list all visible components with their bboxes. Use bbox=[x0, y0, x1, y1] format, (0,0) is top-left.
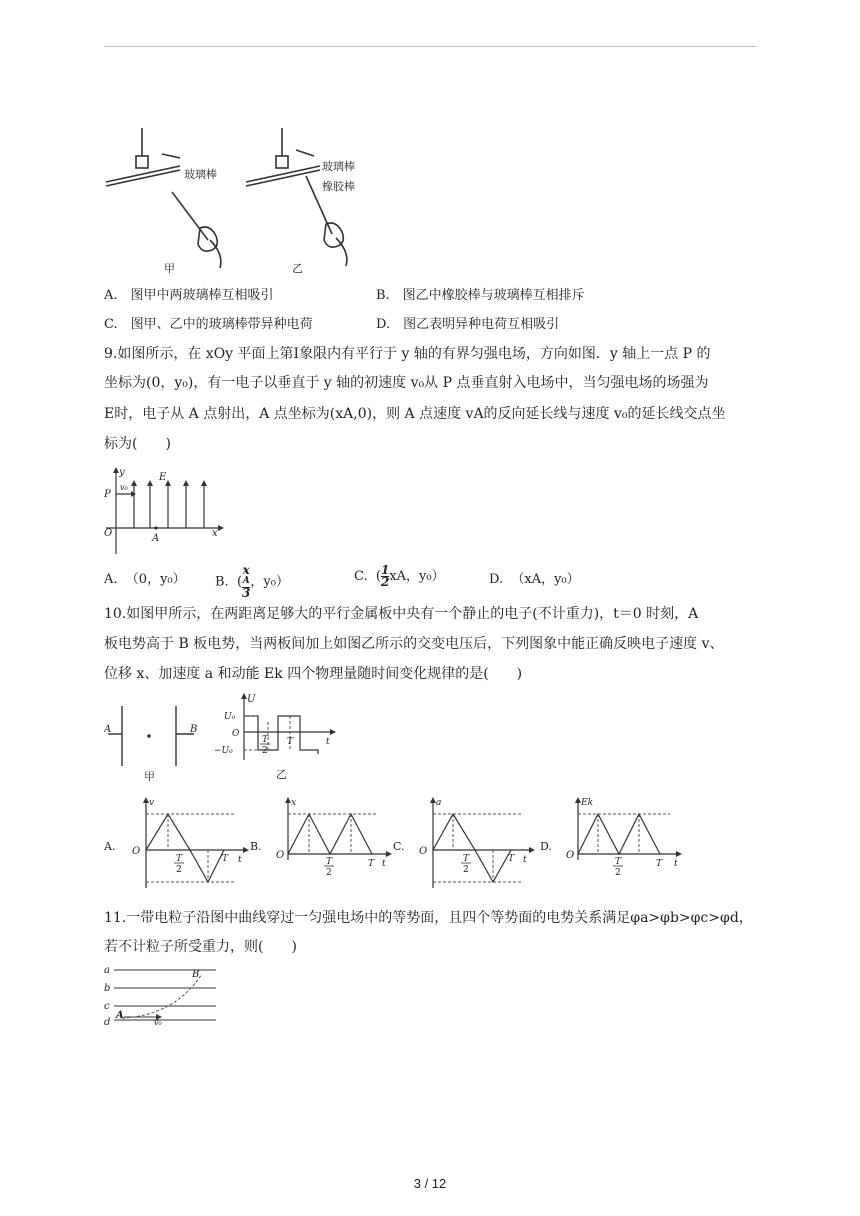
q9-option-c-rest: xA，y₀） bbox=[389, 569, 445, 584]
q11-label-B: B bbox=[192, 969, 200, 980]
q10-plate-A: A bbox=[104, 724, 112, 735]
q11-label-a: a bbox=[104, 965, 110, 976]
q10-graph-A-option: A. bbox=[104, 840, 116, 853]
q9-fig-P: P bbox=[104, 489, 111, 500]
q10-graph-D-O: O bbox=[566, 850, 575, 861]
q11-label-c: c bbox=[104, 1001, 110, 1012]
q10-volt-negU0: −U₀ bbox=[214, 746, 233, 756]
q10-volt-T: T bbox=[287, 737, 294, 747]
q10-volt-T2-den: 2 bbox=[262, 746, 268, 756]
q10-graph-C-T: T bbox=[508, 854, 515, 864]
q9-option-b-rest: ，y₀） bbox=[250, 574, 289, 590]
q10-graph-D-t: t bbox=[674, 859, 678, 869]
q9-line-2: 坐标为(0，y₀)，有一电子以垂直于 y 轴的初速度 v₀从 P 点垂直射入电场中，当匀强电场的场强为 bbox=[104, 375, 709, 391]
q10-graph-C-option: C. bbox=[393, 840, 405, 853]
q10-caption-a: 甲 bbox=[144, 770, 155, 782]
q8-option-b: B. 图乙中橡胶棒与玻璃棒互相排斥 bbox=[376, 288, 585, 303]
q10-graph-A-ylabel: v bbox=[149, 798, 155, 808]
q10-plates-figure bbox=[104, 702, 224, 782]
q9-option-a-value: （0，y₀） bbox=[125, 572, 186, 587]
q10-graph-A bbox=[100, 794, 250, 894]
q10-graph-C-T2-den: 2 bbox=[463, 865, 469, 875]
q10-graph-B bbox=[248, 794, 393, 894]
q9-option-a bbox=[104, 571, 186, 589]
q10-plate-B: B bbox=[190, 724, 198, 735]
q8-option-a: A. 图甲中两玻璃棒互相吸引 bbox=[104, 288, 274, 303]
q10-graph-A-T2-num: T bbox=[176, 854, 183, 864]
q10-graph-B-ylabel: x bbox=[291, 798, 297, 808]
q10-graph-A-t: t bbox=[238, 855, 242, 865]
q8-label-rubber: 橡胶棒 bbox=[322, 180, 355, 193]
q10-graph-B-T2-den: 2 bbox=[326, 868, 332, 878]
q10-graph-C-O: O bbox=[419, 846, 428, 857]
q10-voltage-figure bbox=[214, 692, 344, 782]
q11-figure bbox=[104, 962, 222, 1028]
q11-line-1: 11.一带电粒子沿图中曲线穿过一匀强电场中的等势面，且四个等势面的电势关系满足φa>φb>φc>φd， bbox=[104, 910, 753, 926]
q8-label-glass-b: 玻璃棒 bbox=[322, 160, 355, 173]
q10-graph-B-T2-num: T bbox=[326, 857, 333, 867]
q10-graph-A-T2-den: 2 bbox=[176, 865, 182, 875]
q10-volt-U0: U₀ bbox=[224, 712, 236, 722]
q10-graph-D bbox=[538, 794, 688, 894]
page-number: 3 / 12 bbox=[413, 1176, 447, 1191]
q10-graph-A-O: O bbox=[132, 846, 141, 857]
q10-graph-C-ylabel: a bbox=[436, 798, 442, 808]
q10-graph-B-T: T bbox=[368, 859, 375, 869]
q9-option-d bbox=[489, 571, 580, 589]
q11-label-d: d bbox=[104, 1017, 111, 1028]
q9-option-a-label: A. bbox=[104, 572, 118, 587]
q9-fig-A: A bbox=[152, 533, 160, 544]
q8-caption-a: 甲 bbox=[164, 262, 175, 275]
q10-line-3: 位移 x、加速度 a 和动能 Ek 四个物理量随时间变化规律的是( ) bbox=[104, 666, 523, 682]
q11-label-b: b bbox=[104, 983, 111, 994]
q9-figure bbox=[104, 466, 234, 558]
q10-graph-A-T: T bbox=[222, 854, 229, 864]
q10-volt-T2-num: T bbox=[262, 735, 269, 745]
q9-fig-v0: v₀ bbox=[120, 483, 128, 492]
q10-graph-B-option: B. bbox=[250, 840, 262, 853]
q8-option-c: C. 图甲、乙中的玻璃棒带异种电荷 bbox=[104, 317, 313, 332]
q10-graph-D-T2-num: T bbox=[615, 857, 622, 867]
q9-option-d-value: （xA，y₀） bbox=[511, 572, 580, 587]
q10-graph-D-option: D. bbox=[540, 840, 552, 853]
q9-option-b-num-sub: A bbox=[242, 576, 250, 586]
q8-option-d: D. 图乙表明异种电荷互相吸引 bbox=[376, 317, 560, 332]
q11-label-A: A bbox=[116, 1010, 124, 1021]
q10-graph-D-ylabel: Ek bbox=[581, 798, 594, 808]
q9-line-4: 标为( ) bbox=[104, 436, 171, 452]
q9-line-3: E时，电子从 A 点射出，A 点坐标为(xA,0)，则 A 点速度 vA的反向延长线与速度 v₀的延长线交点坐 bbox=[104, 406, 726, 422]
q9-fig-x: x bbox=[212, 528, 218, 539]
header-rule bbox=[104, 46, 756, 47]
q9-option-b bbox=[215, 565, 289, 599]
q10-caption-b: 乙 bbox=[276, 768, 287, 781]
q10-volt-O: O bbox=[232, 729, 240, 739]
q8-label-glass-a: 玻璃棒 bbox=[184, 168, 217, 181]
q10-graph-D-T: T bbox=[656, 859, 663, 869]
q9-option-c bbox=[354, 565, 445, 588]
q9-line-1: 9.如图所示，在 xOy 平面上第Ⅰ象限内有平行于 y 轴的有界匀强电场，方向如图．y 轴上一点 P 的 bbox=[104, 346, 711, 362]
q9-option-d-label: D. bbox=[489, 572, 504, 587]
q10-graph-B-t: t bbox=[382, 859, 386, 869]
q8-caption-b: 乙 bbox=[292, 262, 303, 275]
q10-line-1: 10.如图甲所示，在两距离足够大的平行金属板中央有一个静止的电子(不计重力)，t＝0 时刻，A bbox=[104, 606, 699, 622]
q10-graph-D-T2-den: 2 bbox=[615, 868, 621, 878]
q9-fig-y: y bbox=[119, 467, 125, 478]
q10-graph-C-T2-num: T bbox=[463, 854, 470, 864]
q9-option-b-label: B. bbox=[215, 574, 229, 590]
q9-fig-E: E bbox=[159, 472, 167, 483]
q9-option-b-den: 3 bbox=[242, 586, 251, 600]
q8-figure bbox=[100, 128, 380, 278]
q11-line-2: 若不计粒子所受重力，则( ) bbox=[104, 939, 297, 955]
q9-fig-O: O bbox=[104, 528, 113, 539]
q11-label-v0: v₀ bbox=[154, 1018, 162, 1027]
q9-option-c-den: 2 bbox=[380, 575, 390, 589]
q10-volt-t: t bbox=[326, 737, 330, 747]
q10-graph-C bbox=[391, 794, 536, 894]
q10-graph-B-O: O bbox=[276, 850, 285, 861]
q10-line-2: 板电势高于 B 板电势，当两板间加上如图乙所示的交变电压后，下列图象中能正确反映电子速度 v、 bbox=[104, 636, 724, 652]
q9-option-b-num: x bbox=[242, 563, 250, 577]
q10-graph-C-t: t bbox=[523, 855, 527, 865]
q9-option-c-num: 1 bbox=[380, 563, 390, 577]
q10-volt-U: U bbox=[247, 694, 256, 705]
q9-option-b-open: ( bbox=[236, 574, 243, 590]
q9-option-c-label: C. bbox=[354, 569, 368, 584]
q9-option-c-open: ( bbox=[375, 569, 381, 584]
